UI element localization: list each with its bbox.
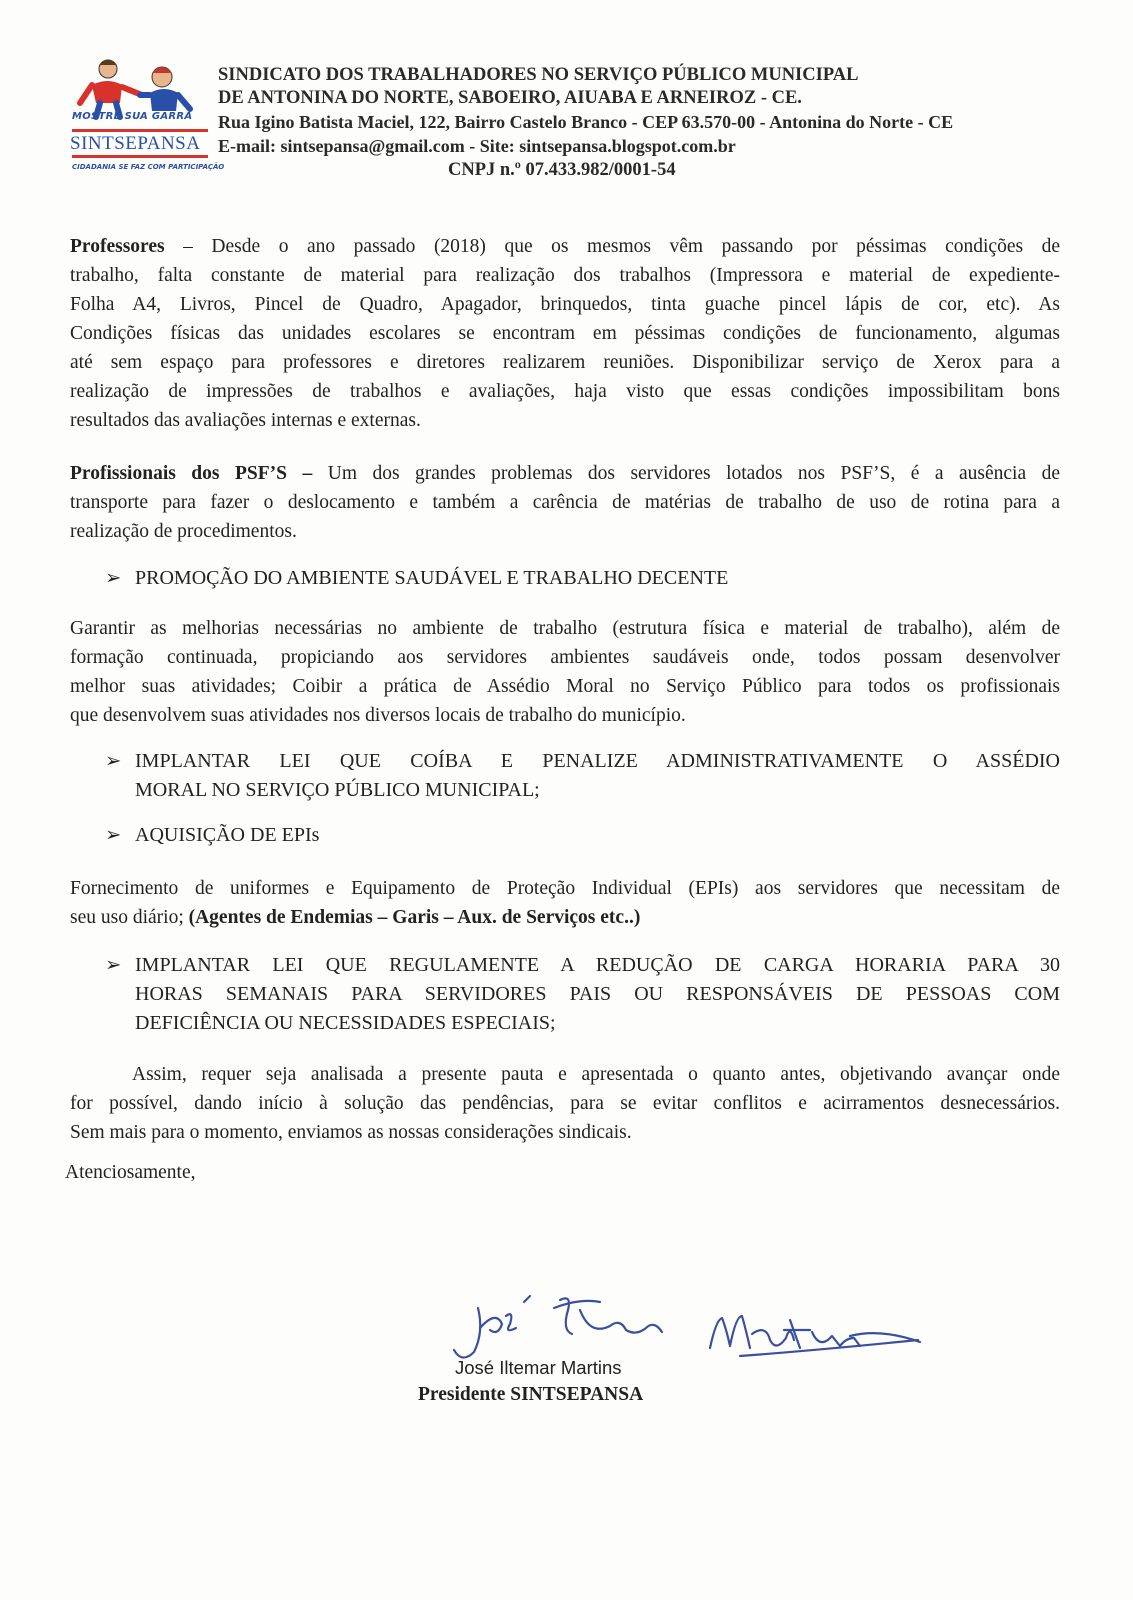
bullet-text: IMPLANTAR LEI QUE COÍBA E PENALIZE ADMINISTRATIVAMENTE O ASSÉDIO: [135, 750, 1060, 772]
org-cnpj: CNPJ n.º 07.433.982/0001-54: [448, 160, 676, 180]
paragraph-line: Garantir as melhorias necessárias no ambiente de trabalho (estrutura física e material de trabalho), além de: [70, 618, 1060, 639]
org-name-line2: DE ANTONINA DO NORTE, SABOEIRO, AIUABA E ARNEIROZ - CE.: [218, 88, 802, 108]
paragraph-line: realização de procedimentos.: [70, 521, 297, 542]
org-name-line1: SINDICATO DOS TRABALHADORES NO SERVIÇO PÚBLICO MUNICIPAL: [218, 65, 859, 85]
logo-red-stripe: [72, 129, 208, 132]
logo-name: SINTSEPANSA: [70, 133, 201, 154]
paragraph-psf: [70, 459, 1060, 546]
paragraph-line: Folha A4, Livros, Pincel de Quadro, Apagador, brinquedos, tinta guache pincel lápis de cor, etc). As: [70, 294, 1060, 315]
paragraph-line: melhor suas atividades; Coibir a prática de Assédio Moral no Serviço Público para todos os profissionais: [70, 676, 1060, 697]
paragraph-emphasis: (Agentes de Endemias – Garis – Aux. de Serviços etc..): [188, 907, 641, 928]
logo-tagline: CIDADANIA SE FAZ COM PARTICIPAÇÃO: [72, 163, 225, 171]
paragraph-line: Fornecimento de uniformes e Equipamento de Proteção Individual (EPIs) aos servidores que necessitam de: [70, 878, 1060, 899]
logo-red-stripe-2: [72, 155, 208, 158]
paragraph-line: até sem espaço para professores e diretores realizarem reuniões. Disponibilizar serviço de Xerox para a: [70, 352, 1060, 373]
paragraph-line: transporte para fazer o deslocamento e também a carência de matérias de trabalho de uso de rotina para a: [70, 492, 1060, 513]
paragraph-line: for possível, dando início à solução das pendências, para se evitar conflitos e acirramentos desnecessários.: [70, 1093, 1060, 1114]
bullet-item: [105, 951, 1060, 1038]
paragraph-line: seu uso diário;: [70, 907, 184, 928]
org-address: Rua Igino Batista Maciel, 122, Bairro Castelo Branco - CEP 63.570-00 - Antonina do Norte - CE: [218, 112, 954, 132]
paragraph-line: trabalho, falta constante de material para realização dos trabalhos (Impressora e material de expediente-: [70, 265, 1060, 286]
bullet-arrow-icon: ➢: [105, 825, 122, 846]
bullet-arrow-icon: ➢: [105, 955, 122, 976]
paragraph-line: resultados das avaliações internas e externas.: [70, 410, 421, 431]
bullet-arrow-icon: ➢: [105, 751, 122, 772]
paragraph-epis: [70, 874, 1060, 932]
paragraph-line: Um dos grandes problemas dos servidores lotados nos PSF’S, é a ausência de: [327, 463, 1061, 484]
paragraph-line: realização de impressões de trabalhos e avaliações, haja visto que essas condições impossibilitam bons: [70, 381, 1060, 402]
closing: Atenciosamente,: [65, 1162, 196, 1183]
paragraph-line: Sem mais para o momento, enviamos as nossas considerações sindicais.: [70, 1122, 632, 1143]
paragraph-line: Assim, requer seja analisada a presente pauta e apresentada o quanto antes, objetivando avançar onde: [132, 1064, 1060, 1085]
paragraph-line: – Desde o ano passado (2018) que os mesmos vêm passando por péssimas condições de: [183, 236, 1060, 257]
paragraph-ambiente: [70, 614, 1060, 730]
bullet-text: MORAL NO SERVIÇO PÚBLICO MUNICIPAL;: [135, 779, 540, 801]
union-logo: [70, 55, 225, 185]
paragraph-label-psf: Profissionais dos PSF’S –: [70, 463, 313, 484]
signatory-name: José Iltemar Martins: [455, 1357, 622, 1378]
paragraph-line: formação continuada, propiciando aos servidores ambientes saudáveis onde, todos possam desenvolver: [70, 647, 1060, 668]
paragraph-line: Condições físicas das unidades escolares se encontram em péssimas condições de funcionamento, algumas: [70, 323, 1060, 344]
paragraph-label-professores: Professores: [70, 236, 165, 257]
bullet-text: AQUISIÇÃO DE EPIs: [135, 824, 320, 846]
bullet-arrow-icon: ➢: [105, 568, 122, 589]
bullet-text: IMPLANTAR LEI QUE REGULAMENTE A REDUÇÃO DE CARGA HORARIA PARA 30: [135, 954, 1060, 976]
paragraph-conclusion: [70, 1060, 1060, 1147]
bullet-item: [105, 821, 1060, 850]
bullet-text: DEFICIÊNCIA OU NECESSIDADES ESPECIAIS;: [135, 1012, 556, 1034]
bullet-item: [105, 747, 1060, 805]
bullet-text: HORAS SEMANAIS PARA SERVIDORES PAIS OU RESPONSÁVEIS DE PESSOAS COM: [135, 983, 1060, 1005]
signatory-title: Presidente SINTSEPANSA: [418, 1384, 644, 1405]
org-email-site: E-mail: sintsepansa@gmail.com - Site: sintsepansa.blogspot.com.br: [218, 136, 736, 156]
logo-top-text: MOSTRE SUA GARRA: [72, 111, 193, 122]
letterhead: [0, 0, 1133, 200]
bullet-item: [105, 564, 1060, 593]
paragraph-line: que desenvolvem suas atividades nos diversos locais de trabalho do município.: [70, 705, 686, 726]
bullet-text: PROMOÇÃO DO AMBIENTE SAUDÁVEL E TRABALHO DECENTE: [135, 567, 729, 589]
paragraph-professores: [70, 232, 1060, 435]
